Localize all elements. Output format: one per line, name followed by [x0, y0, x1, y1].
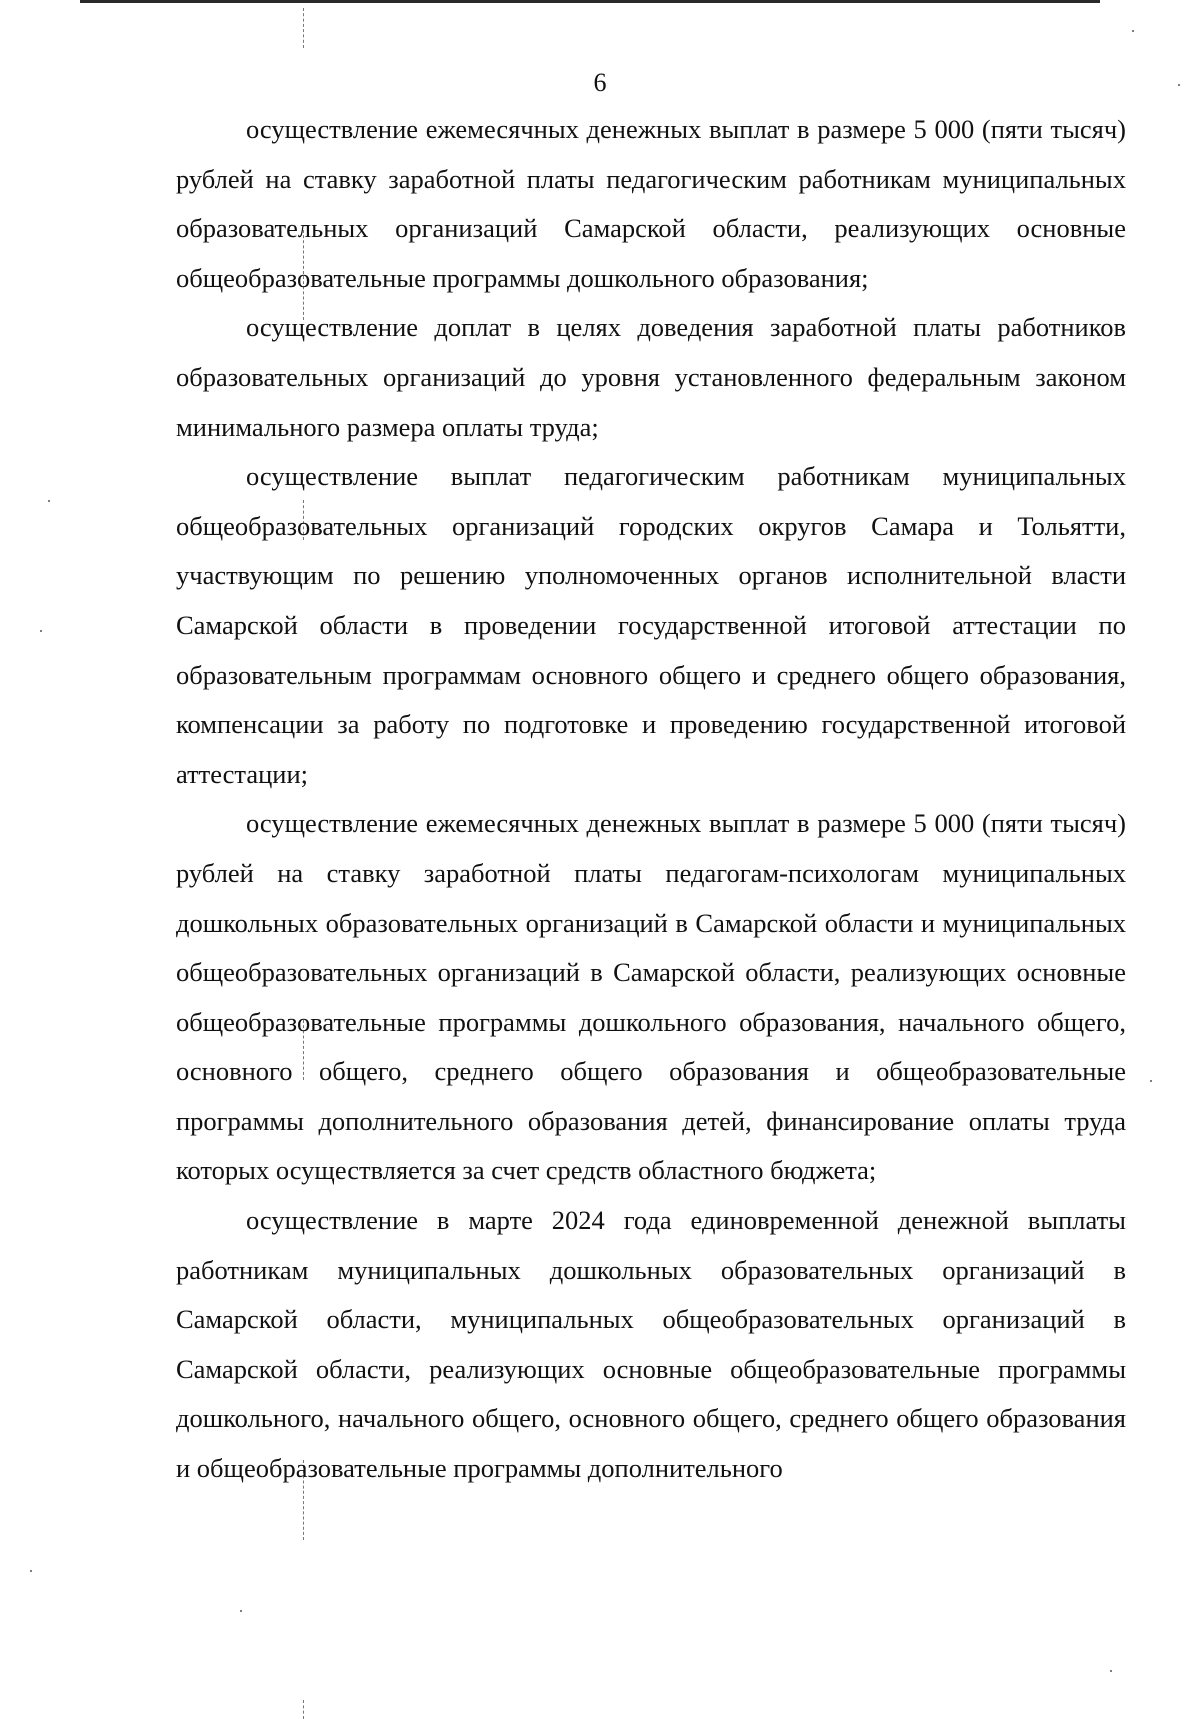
paragraph: осуществление ежемесячных денежных выплат в размере 5 000 (пяти тысяч) рублей на ставку заработной платы педагогам-психологам муниципальных дошкольных образовательных организаций в Самарской области и муниципальных общеобразовательных организаций в Самарской области, реализующих основные общеобразовательные программы дошкольного образования, начального общего, основного общего, среднего общего образования и общеобразовательные программы дополнительного образования детей, финансирование оплаты труда которых осуществляется за счет средств областного бюджета;: [176, 808, 1126, 1186]
page-number: 6: [593, 68, 607, 97]
paragraph: осуществление в марте 2024 года единовременной денежной выплаты работникам муниципальных дошкольных образовательных организаций в Самарской области, муниципальных общеобразовательных организаций в Самарской области, реализующих основные общеобразовательные программы дошкольного, начального общего, основного общего, среднего общего образования и общеобразовательные программы дополнительного: [176, 1205, 1126, 1484]
scan-speck: [30, 1570, 32, 1572]
scan-speck: [240, 1610, 242, 1612]
paragraph: осуществление доплат в целях доведения заработной платы работников образовательных организаций до уровня установленного федеральным законом минимального размера оплаты труда;: [176, 312, 1126, 442]
scan-speck: [48, 500, 50, 502]
scan-speck: [1150, 1080, 1152, 1082]
document-body: [176, 105, 1126, 1494]
scan-artifact-line: [303, 8, 305, 48]
scan-speck: [1110, 1670, 1112, 1672]
scan-artifact-line: [303, 1700, 305, 1719]
top-border-line: [80, 0, 1100, 3]
scan-speck: [40, 630, 42, 632]
paragraph: осуществление выплат педагогическим работникам муниципальных общеобразовательных организаций городских округов Самара и Тольятти, участвующим по решению уполномоченных органов исполнительной власти Самарской области в проведении государственной итоговой аттестации по образовательным программам основного общего и среднего общего образования, компенсации за работу по подготовке и проведению государственной итоговой аттестации;: [176, 461, 1126, 789]
scan-speck: [1132, 30, 1134, 32]
paragraph: осуществление ежемесячных денежных выплат в размере 5 000 (пяти тысяч) рублей на ставку заработной платы педагогическим работникам муниципальных образовательных организаций Самарской области, реализующих основные общеобразовательные программы дошкольного образования;: [176, 114, 1126, 293]
